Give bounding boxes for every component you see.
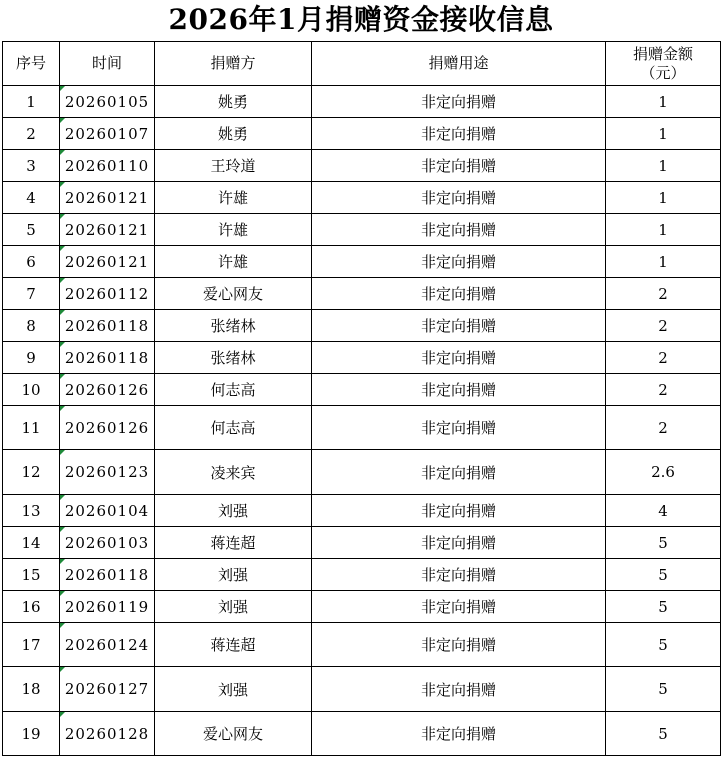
cell-amount: 2.6 (606, 450, 721, 495)
table-row (3, 712, 721, 756)
cell-time: 20260126 (60, 406, 155, 450)
cell-donor: 爱心网友 (155, 712, 312, 756)
cell-use: 非定向捐赠 (312, 495, 606, 527)
cell-no: 5 (3, 214, 60, 246)
cell-donor: 爱心网友 (155, 278, 312, 310)
cell-no: 4 (3, 182, 60, 214)
cell-time: 20260110 (60, 150, 155, 182)
cell-donor: 张绪林 (155, 310, 312, 342)
cell-no: 13 (3, 495, 60, 527)
table-row (3, 278, 721, 310)
table-row (3, 623, 721, 667)
table-row (3, 342, 721, 374)
table-row (3, 527, 721, 559)
cell-amount: 2 (606, 310, 721, 342)
cell-donor: 凌来宾 (155, 450, 312, 495)
cell-donor: 王玲道 (155, 150, 312, 182)
table-row (3, 559, 721, 591)
cell-no: 3 (3, 150, 60, 182)
cell-use: 非定向捐赠 (312, 527, 606, 559)
cell-no: 18 (3, 667, 60, 712)
cell-use: 非定向捐赠 (312, 118, 606, 150)
cell-no: 6 (3, 246, 60, 278)
header-amount-line2: （元） (640, 63, 686, 82)
header-amount-line1: 捐赠金额 (632, 44, 693, 63)
cell-use: 非定向捐赠 (312, 406, 606, 450)
table-row (3, 591, 721, 623)
cell-no: 16 (3, 591, 60, 623)
cell-time: 20260127 (60, 667, 155, 712)
table-body (3, 86, 721, 756)
cell-time: 20260112 (60, 278, 155, 310)
cell-use: 非定向捐赠 (312, 712, 606, 756)
cell-amount: 2 (606, 278, 721, 310)
table-row (3, 182, 721, 214)
cell-donor: 姚勇 (155, 118, 312, 150)
cell-amount: 1 (606, 118, 721, 150)
table-row (3, 310, 721, 342)
cell-time: 20260118 (60, 342, 155, 374)
cell-use: 非定向捐赠 (312, 278, 606, 310)
cell-no: 10 (3, 374, 60, 406)
table-row (3, 214, 721, 246)
cell-donor: 刘强 (155, 667, 312, 712)
cell-no: 1 (3, 86, 60, 118)
table-header-row (3, 42, 721, 86)
cell-use: 非定向捐赠 (312, 150, 606, 182)
cell-no: 17 (3, 623, 60, 667)
cell-use: 非定向捐赠 (312, 559, 606, 591)
cell-amount: 2 (606, 406, 721, 450)
cell-use: 非定向捐赠 (312, 310, 606, 342)
table-row (3, 406, 721, 450)
cell-amount: 1 (606, 214, 721, 246)
table-row (3, 495, 721, 527)
cell-amount: 5 (606, 591, 721, 623)
cell-time: 20260119 (60, 591, 155, 623)
cell-amount: 5 (606, 527, 721, 559)
cell-no: 9 (3, 342, 60, 374)
cell-no: 15 (3, 559, 60, 591)
cell-time: 20260103 (60, 527, 155, 559)
cell-amount: 5 (606, 559, 721, 591)
cell-no: 11 (3, 406, 60, 450)
cell-use: 非定向捐赠 (312, 591, 606, 623)
cell-time: 20260104 (60, 495, 155, 527)
cell-no: 7 (3, 278, 60, 310)
cell-time: 20260107 (60, 118, 155, 150)
cell-amount: 1 (606, 246, 721, 278)
cell-amount: 2 (606, 374, 721, 406)
table-row (3, 667, 721, 712)
cell-use: 非定向捐赠 (312, 667, 606, 712)
cell-use: 非定向捐赠 (312, 86, 606, 118)
header-use: 捐赠用途 (312, 42, 606, 86)
cell-amount: 5 (606, 712, 721, 756)
cell-time: 20260124 (60, 623, 155, 667)
cell-amount: 4 (606, 495, 721, 527)
cell-donor: 许雄 (155, 214, 312, 246)
cell-amount: 1 (606, 182, 721, 214)
cell-no: 8 (3, 310, 60, 342)
table-row (3, 374, 721, 406)
cell-donor: 蒋连超 (155, 623, 312, 667)
header-amount (606, 42, 721, 86)
table-row (3, 118, 721, 150)
cell-time: 20260121 (60, 246, 155, 278)
cell-time: 20260105 (60, 86, 155, 118)
cell-time: 20260118 (60, 310, 155, 342)
cell-donor: 许雄 (155, 246, 312, 278)
cell-donor: 许雄 (155, 182, 312, 214)
cell-donor: 刘强 (155, 591, 312, 623)
table-row (3, 150, 721, 182)
table-row (3, 86, 721, 118)
cell-time: 20260121 (60, 214, 155, 246)
cell-use: 非定向捐赠 (312, 214, 606, 246)
cell-donor: 何志高 (155, 374, 312, 406)
cell-donor: 刘强 (155, 495, 312, 527)
cell-use: 非定向捐赠 (312, 374, 606, 406)
cell-donor: 张绪林 (155, 342, 312, 374)
cell-amount: 5 (606, 667, 721, 712)
cell-time: 20260118 (60, 559, 155, 591)
cell-use: 非定向捐赠 (312, 623, 606, 667)
header-time: 时间 (60, 42, 155, 86)
cell-donor: 何志高 (155, 406, 312, 450)
page-title: 2026年1月捐赠资金接收信息 (168, 3, 554, 36)
cell-use: 非定向捐赠 (312, 182, 606, 214)
cell-no: 14 (3, 527, 60, 559)
header-donor: 捐赠方 (155, 42, 312, 86)
cell-donor: 刘强 (155, 559, 312, 591)
cell-no: 12 (3, 450, 60, 495)
cell-use: 非定向捐赠 (312, 342, 606, 374)
cell-amount: 2 (606, 342, 721, 374)
donation-table (2, 41, 721, 756)
cell-time: 20260126 (60, 374, 155, 406)
cell-amount: 5 (606, 623, 721, 667)
cell-time: 20260128 (60, 712, 155, 756)
cell-use: 非定向捐赠 (312, 450, 606, 495)
table-row (3, 246, 721, 278)
cell-use: 非定向捐赠 (312, 246, 606, 278)
cell-no: 2 (3, 118, 60, 150)
table-row (3, 450, 721, 495)
cell-time: 20260121 (60, 182, 155, 214)
cell-no: 19 (3, 712, 60, 756)
cell-donor: 姚勇 (155, 86, 312, 118)
cell-donor: 蒋连超 (155, 527, 312, 559)
cell-amount: 1 (606, 86, 721, 118)
cell-time: 20260123 (60, 450, 155, 495)
cell-amount: 1 (606, 150, 721, 182)
header-no: 序号 (3, 42, 60, 86)
